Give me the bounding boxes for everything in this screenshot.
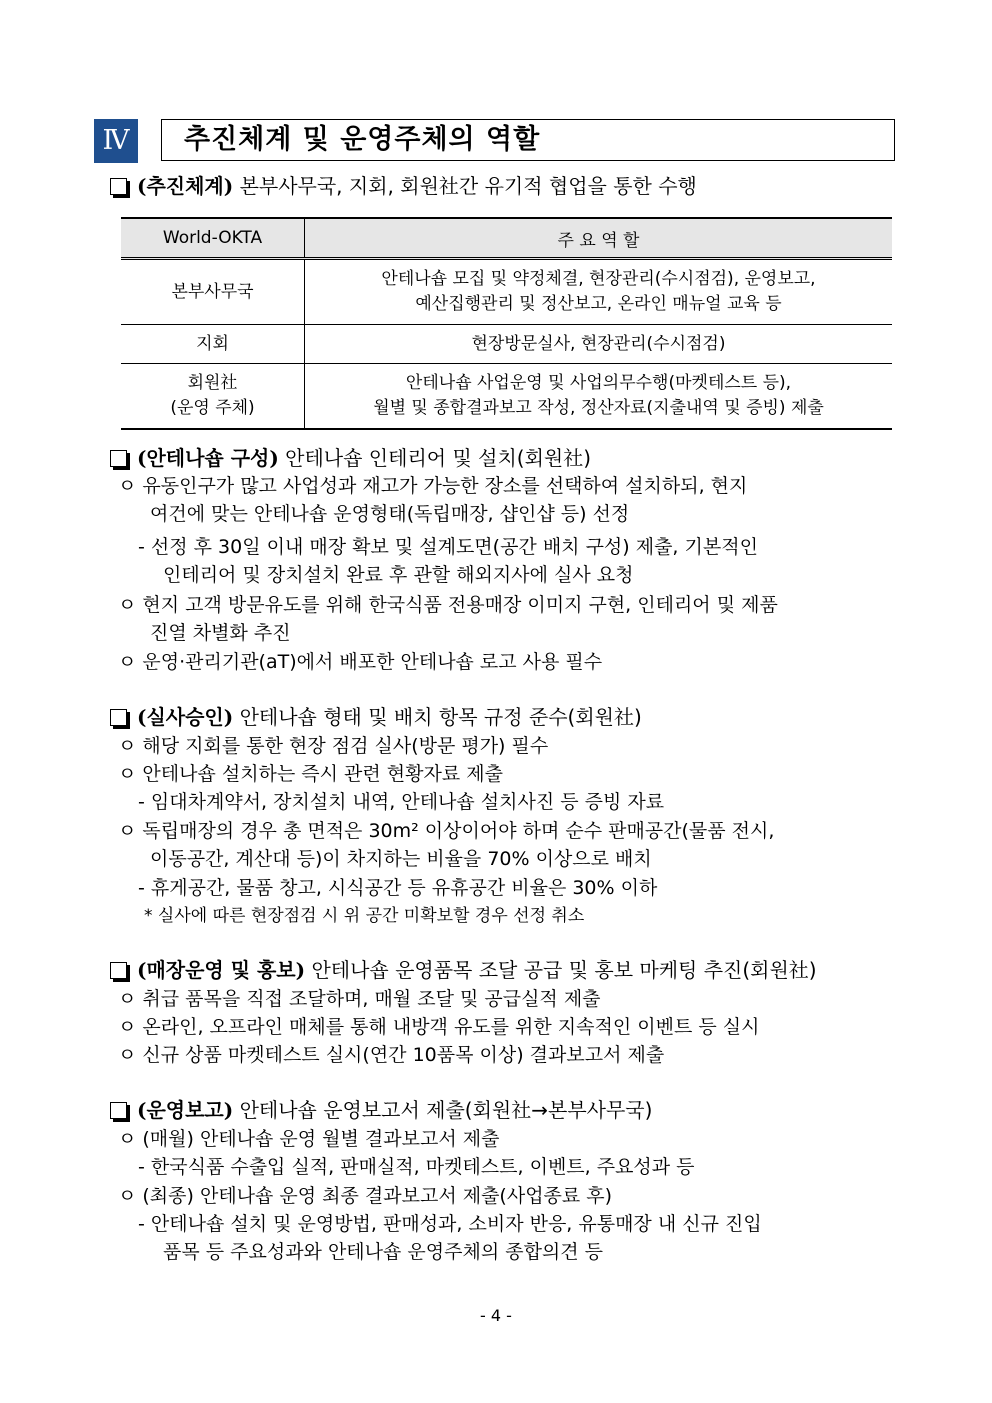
list-item: ㅇ 독립매장의 경우 총 면적은 30m² 이상이어야 하며 순수 판매공간(물품 전시, — [118, 820, 775, 842]
section-title: 추진체계 및 운영주체의 역할 — [184, 124, 541, 155]
heading-label: (매장운영 및 홍보) — [137, 958, 306, 982]
list-item: ㅇ 온라인, 오프라인 매체를 통해 내방객 유도를 위한 지속적인 이벤트 등 실시 — [118, 1016, 760, 1038]
heading-text: 안테나숍 운영보고서 제출(회원社→본부사무국) — [233, 1098, 653, 1122]
list-item: 이동공간, 계산대 등)이 차지하는 비율을 70% 이상으로 배치 — [150, 848, 652, 870]
list-item: ㅇ (매월) 안테나숍 운영 월별 결과보고서 제출 — [118, 1128, 500, 1150]
table-row — [121, 364, 892, 430]
table-cell-org: 지회 — [121, 325, 305, 364]
heading-inspection — [110, 703, 642, 731]
checkbox-square-icon — [110, 709, 127, 726]
heading-label: (추진체계) — [137, 174, 234, 198]
checkbox-square-icon — [110, 1102, 127, 1119]
table-cell-org: 회원社 (운영 주체) — [121, 364, 305, 430]
list-item: ㅇ 현지 고객 방문유도를 위해 한국식품 전용매장 이미지 구현, 인테리어 및 제품 — [118, 594, 778, 616]
heading-text: 안테나숍 인테리어 및 설치(회원社) — [278, 446, 592, 470]
heading-text: 본부사무국, 지회, 회원社간 유기적 협업을 통한 수행 — [233, 174, 697, 198]
heading-text: 안테나숍 형태 및 배치 항목 규정 준수(회원社) — [233, 705, 642, 729]
table-row — [121, 325, 892, 364]
table-cell-role: 안테나숍 모집 및 약정체결, 현장관리(수시점검), 운영보고, 예산집행관리 및 정산보고, 온라인 매뉴얼 교육 등 — [305, 259, 893, 325]
heading-composition — [110, 444, 591, 472]
list-item: 인테리어 및 장치설치 완료 후 관할 해외지사에 실사 요청 — [163, 564, 634, 586]
heading-report — [110, 1096, 652, 1124]
heading-label: (안테나숍 구성) — [137, 446, 279, 470]
checkbox-square-icon — [110, 450, 127, 467]
list-item: ㅇ 안테나숍 설치하는 즉시 관련 현황자료 제출 — [118, 763, 503, 785]
list-item: 품목 등 주요성과와 안테나숍 운영주체의 종합의견 등 — [163, 1241, 604, 1263]
table-cell-role: 현장방문실사, 현장관리(수시점검) — [305, 325, 893, 364]
table-header-row — [121, 218, 892, 259]
table-header-org: World-OKTA — [121, 218, 305, 259]
roles-table — [121, 217, 892, 430]
heading-structure — [110, 172, 697, 200]
list-item: ㅇ 유동인구가 많고 사업성과 재고가 가능한 장소를 선택하여 설치하되, 현지 — [118, 475, 748, 497]
table-row — [121, 259, 892, 325]
heading-text: 안테나숍 운영품목 조달 공급 및 홍보 마케팅 추진(회원社) — [305, 958, 817, 982]
list-item: - 휴게공간, 물품 창고, 시식공간 등 유휴공간 비율은 30% 이하 — [138, 877, 658, 899]
list-item: - 한국식품 수출입 실적, 판매실적, 마켓테스트, 이벤트, 주요성과 등 — [138, 1156, 695, 1178]
checkbox-square-icon — [110, 178, 127, 195]
checkbox-square-icon — [110, 962, 127, 979]
section-number: Ⅳ — [94, 119, 138, 163]
list-item: - 안테나숍 설치 및 운영방법, 판매성과, 소비자 반응, 유통매장 내 신규 진입 — [138, 1213, 762, 1235]
list-item: - 선정 후 30일 이내 매장 확보 및 설계도면(공간 배치 구성) 제출, 기본적인 — [138, 536, 758, 558]
list-item: ㅇ 취급 품목을 직접 조달하며, 매월 조달 및 공급실적 제출 — [118, 988, 601, 1010]
heading-label: (운영보고) — [137, 1098, 234, 1122]
list-item: - 임대차계약서, 장치설치 내역, 안테나숍 설치사진 등 증빙 자료 — [138, 791, 665, 813]
table-cell-org: 본부사무국 — [121, 259, 305, 325]
list-item: ㅇ 신규 상품 마켓테스트 실시(연간 10품목 이상) 결과보고서 제출 — [118, 1044, 665, 1066]
table-cell-role: 안테나숍 사업운영 및 사업의무수행(마켓테스트 등), 월별 및 종합결과보고 작성, 정산자료(지출내역 및 증빙) 제출 — [305, 364, 893, 430]
note-item: * 실사에 따른 현장점검 시 위 공간 미확보할 경우 선정 취소 — [144, 906, 585, 926]
list-item: ㅇ 해당 지회를 통한 현장 점검 실사(방문 평가) 필수 — [118, 735, 549, 757]
list-item: ㅇ 운영·관리기관(aT)에서 배포한 안테나숍 로고 사용 필수 — [118, 651, 603, 673]
list-item: 진열 차별화 추진 — [150, 622, 291, 644]
page-number: - 4 - — [480, 1306, 512, 1325]
heading-operation — [110, 956, 817, 984]
table-header-role: 주 요 역 할 — [305, 218, 893, 259]
list-item: 여건에 맞는 안테나숍 운영형태(독립매장, 샵인샵 등) 선정 — [150, 503, 630, 525]
list-item: ㅇ (최종) 안테나숍 운영 최종 결과보고서 제출(사업종료 후) — [118, 1185, 613, 1207]
heading-label: (실사승인) — [137, 705, 234, 729]
